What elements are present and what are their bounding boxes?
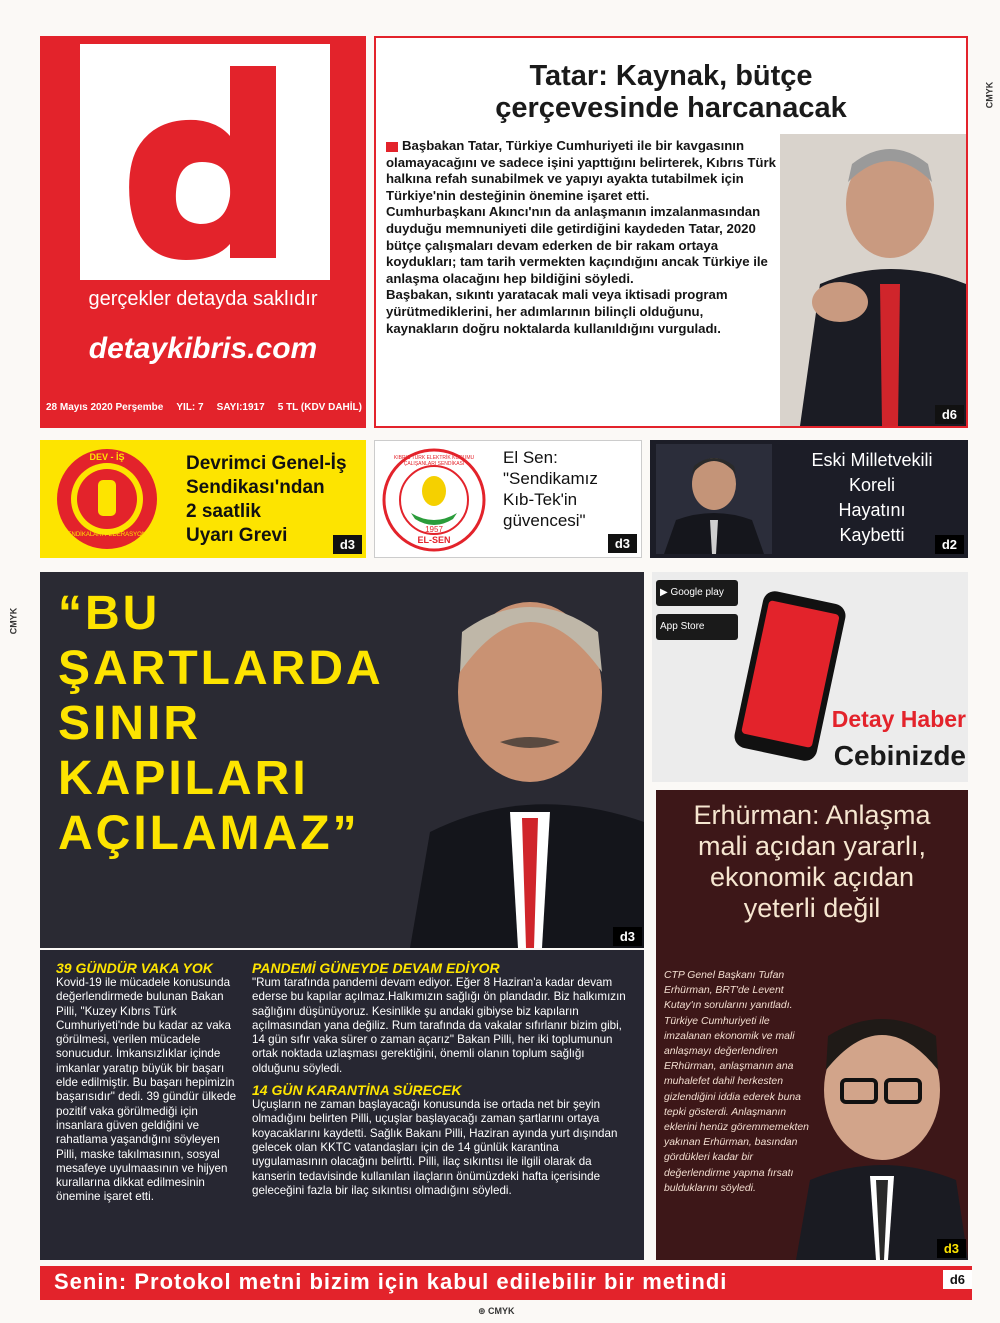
- erhurman-headline: Erhürman: Anlaşma mali açıdan yararlı, ekonomik açıdan yeterli değil: [693, 800, 931, 923]
- elsen-story[interactable]: [374, 440, 642, 558]
- tagline: gerçekler detayda saklıdır: [88, 288, 318, 310]
- logo-d-icon: [80, 44, 330, 280]
- koreli-headline: Eski Milletvekili Koreli Hayatını Kaybetti: [811, 450, 933, 545]
- section-heading: PANDEMİ GÜNEYDE DEVAM EDİYOR: [252, 960, 500, 976]
- phone-icon: [732, 589, 847, 763]
- pilli-col2: [252, 960, 632, 1198]
- koreli-photo: [656, 444, 772, 554]
- person-icon: [780, 134, 966, 426]
- registration-mark-left: CMYK: [8, 607, 19, 635]
- erhurman-page-ref: d3: [937, 1239, 966, 1258]
- pilli-col1: [56, 960, 242, 1205]
- erhurman-photo: [786, 980, 968, 1260]
- issue-number: SAYI:1917: [216, 402, 265, 413]
- site-url[interactable]: detaykibris.com: [88, 332, 318, 365]
- pilli-page-ref: d3: [613, 927, 642, 946]
- app-store-badge[interactable]: App Store: [656, 614, 738, 640]
- section-heading: 14 GÜN KARANTİNA SÜRECEK: [252, 1082, 462, 1099]
- erhurman-story[interactable]: [656, 790, 968, 1260]
- tatar-body: Başbakan Tatar, Türkiye Cumhuriyeti ile bir kavgasının olamayacağını ve sadece işini yapttığını belirterek, Kıbrıs Türk halkına refah sunabilmek ve yapıyı ayakta tutabilmek için Türkiye'nin desteğinin önemine işaret etti. Cumhurbaşkanı Akıncı'nın da anlaşmanın imzalanmasından duyduğu memnuniyeti dile getirdiğini kaydeden Tatar, 2020 bütçe çalışmaları devam ederken de bir rakam ortaya koydukları; tam tarih vermekten kaçındığını ancak Türkiye ile anlaşma olacağını hep bildiğini söyledi. Başbakan, sıkıntı yaratacak mali veya iktisadi program yürütmediklerini, her adımlarının bilinçli olduğunu, kaynakların doğru noktalarda kullanıldığını vurguladı.: [386, 138, 776, 336]
- devis-logo: DEV - İŞ SENDİKALARI FEDERASYONU: [54, 446, 160, 552]
- tatar-headline: Tatar: Kaynak, bütçe çerçevesinde harcanacak: [495, 60, 847, 124]
- bullet-icon: [386, 142, 398, 152]
- app-line1: Detay Haber: [831, 706, 966, 732]
- person-icon: [656, 444, 772, 554]
- registration-mark-right: CMYK: [984, 81, 995, 109]
- bottom-headline-bar[interactable]: [40, 1266, 972, 1300]
- devis-story[interactable]: [40, 440, 366, 558]
- app-ad[interactable]: [652, 572, 968, 782]
- tatar-story[interactable]: [374, 36, 968, 428]
- section-text: Kovid-19 ile mücadele konusunda değerlendirmede bulunan Bakan Pilli, "Kuzey Kıbrıs Türk Cumhuriyeti'nde bu kadar az vaka görülmesi, verilen mücadele sonucudur. İmkansızlıklar içinde imkanlar yaratıp büyük bir başarı elde edilmiştir. Bu başarı hepimizin başarısıdır" dedi. 39 gündür ülkede pozitif vaka görülmediği için insanlara güven geldiğini ve rahatlama yaşandığını söyleyen Pilli, maske takılmasının, sosyal mesafeye uyulmaasının ve hijyen kurallarına dikkat edilmesinin önemine işaret etti.: [56, 976, 237, 1204]
- tatar-photo: [780, 134, 966, 426]
- elsen-logo: KIBRIS TÜRK ELEKTRİK KURUMU ÇALIŞANLARI SENDİKASI 1957 EL-SEN: [381, 447, 487, 553]
- issue-info: [46, 402, 362, 413]
- app-line2: Cebinizde: [833, 740, 966, 771]
- devis-page-ref: d3: [333, 535, 362, 554]
- issue-year: YIL: 7: [176, 402, 204, 413]
- pilli-story[interactable]: [40, 572, 644, 948]
- person-icon: [410, 582, 644, 948]
- erhurman-text: CTP Genel Başkanı Tufan Erhürman, BRT'de Levent Kutay'ın sorularını yanıtladı. Türkiye Cumhuriyeti ile imzalanan ekonomik ve mali anlaşmayı değerlendiren ERhürman, anlaşmanın ana muhalefet dahil herkesten gizlendiğini iddia ederek buna tepki gösterdi. Anlaşmanın eklerini henüz göremmemekten yakınan Erhürman, basından gördükleri kadar bir değerlendirme yapma fırsatı bulduklarını söyledi.: [664, 970, 809, 1194]
- issue-price: 5 TL (KDV DAHİL): [277, 402, 362, 413]
- section-heading: 39 GÜNDÜR VAKA YOK: [56, 960, 213, 976]
- google-play-badge[interactable]: ▶ Google play: [656, 580, 738, 606]
- logo: [80, 44, 330, 280]
- section-text: Uçuşların ne zaman başlayacağı konusunda ise ortada net bir şeyin olmadığını belirten Pilli, uçuşlar başlayacağı zaman şartlarını ortaya koyacaklarını kaydetti. Sağlık Bakanı Pilli, Haziran ayında yurt dışından gelecek olan KKTC vatandaşları için de 14 günlük karantina uygulamasının olacağını belirtti. Pilli, ilaç sıkıntısı ile ilgili olarak da kanserin tedavisinde kullanılan ilaçların önümüzdeki hafta içerisinde geleceğini fazla bir ilaç sıkıntısı olmadığını söyledi.: [252, 1098, 618, 1197]
- person-icon: [786, 980, 968, 1260]
- bottom-headline: Senin: Protokol metni bizim için kabul edilebilir bir metindi: [54, 1269, 728, 1294]
- koreli-page-ref: d2: [935, 535, 964, 554]
- issue-date: 28 Mayıs 2020 Perşembe: [46, 402, 164, 413]
- devis-headline: Devrimci Genel-İş Sendikası'ndan 2 saatlik Uyarı Grevi: [186, 453, 347, 546]
- elsen-headline: El Sen: "Sendikamız Kıb-Tek'in güvencesi": [503, 448, 598, 530]
- section-text: "Rum tarafında pandemi devam ediyor. Eğer 8 Haziran'a kadar devam ederse bu kapılar açılmaz.Halkımızın sağlığı ön plandadır. Biz halkımızın sağlığını düşünüyoruz. Kesinlikle şu andaki gibiyse biz kapıların açılmasından yana değiliz. Rum tarafında da vakalar sıfırlanır bizim gibi, 14 gün sıfır vaka sürer o zaman açarız" Bakan Pilli, her iki toplumunun ortak noktada uzlaşması gerektiğini, önemli olanın toplum sağlığı olduğunu söyledi.: [252, 976, 626, 1075]
- pilli-quote: “BU ŞARTLARDA SINIR KAPILARI AÇILAMAZ”: [58, 587, 384, 860]
- elsen-page-ref: d3: [608, 534, 637, 553]
- registration-mark-bottom: ⊕ CMYK: [478, 1306, 515, 1316]
- masthead: [40, 36, 366, 428]
- pilli-article: [40, 950, 644, 1260]
- koreli-story[interactable]: [650, 440, 968, 558]
- pilli-photo: [410, 582, 644, 948]
- bottom-page-ref: d6: [943, 1270, 972, 1289]
- tatar-page-ref: d6: [935, 405, 964, 424]
